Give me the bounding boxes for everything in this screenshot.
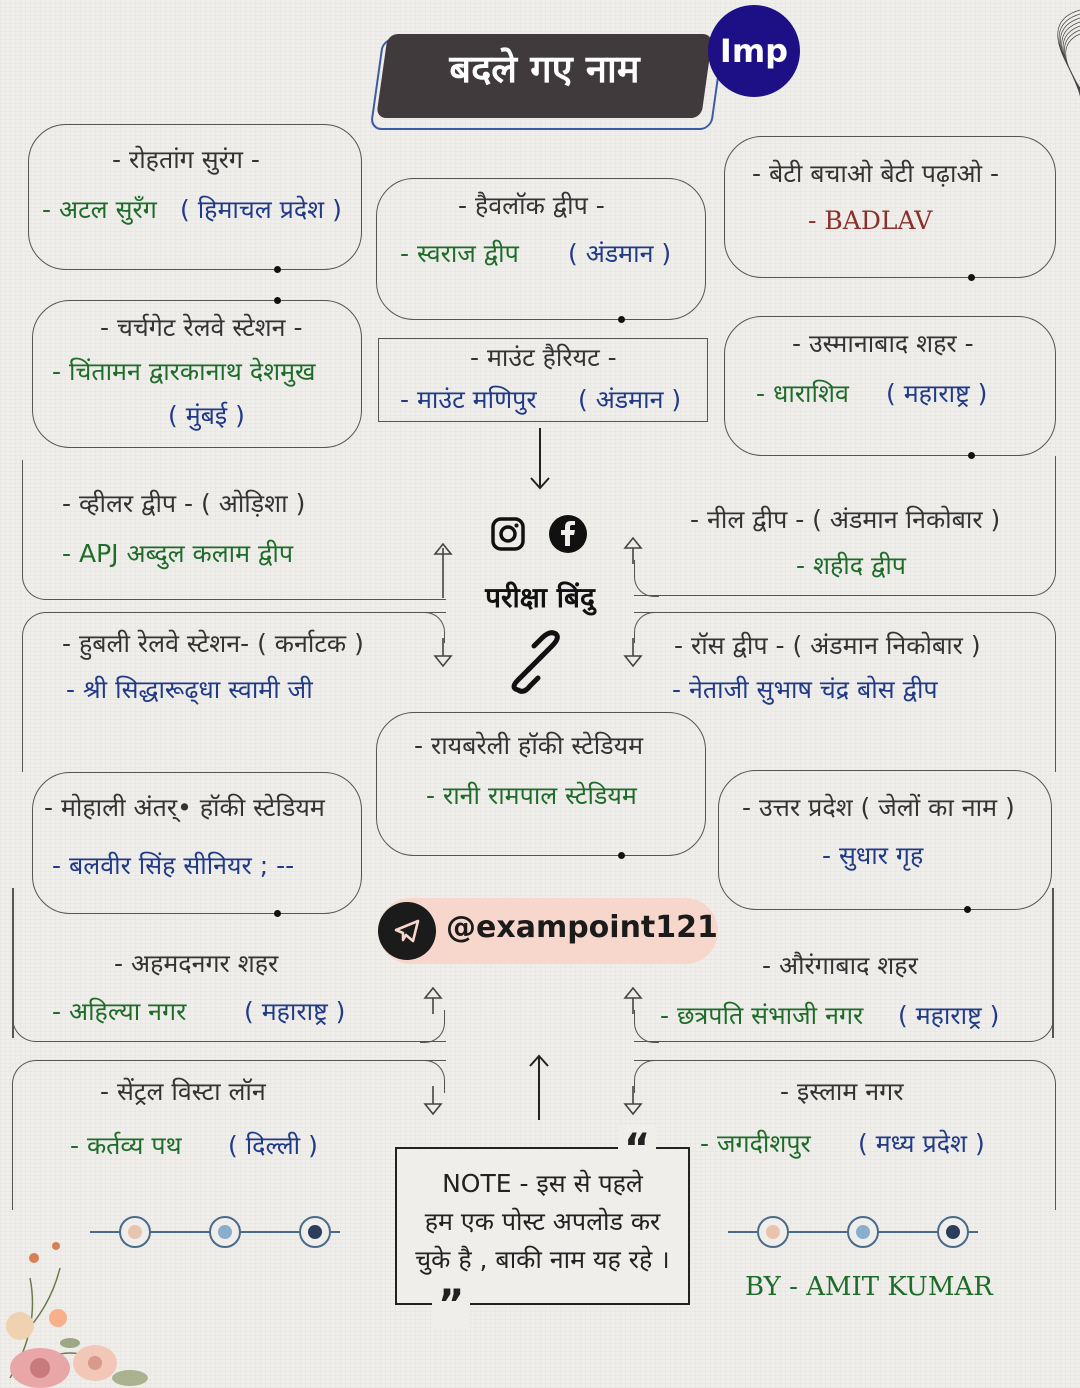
new-name-raebareli: - रानी रामपाल स्टेडियम	[426, 781, 637, 810]
progress-dots-right	[728, 1212, 978, 1252]
new-name-havelock: - स्वराज द्वीप	[400, 239, 519, 268]
down-arrow-icon	[528, 428, 552, 492]
new-name-hubli: - श्री सिद्धारूढ्धा स्वामी जी	[66, 675, 313, 704]
note-text: NOTE - इस से पहले हम एक पोस्ट अपलोड कर चुके है , बाकी नाम यह रहे ।	[415, 1169, 670, 1274]
down-arrow-icon	[620, 1086, 646, 1120]
old-name-up-jail: - उत्तर प्रदेश ( जेलों का नाम )	[742, 793, 1015, 822]
up-arrow-icon	[526, 1050, 552, 1120]
old-name-rohtang: - रोहतांग सुरंग -	[112, 145, 260, 174]
down-arrow-icon	[420, 1086, 446, 1120]
up-arrow-icon	[620, 984, 646, 1014]
down-arrow-icon	[430, 638, 456, 672]
imp-badge: Imp	[708, 5, 800, 97]
new-name-up-jail: - सुधार गृह	[822, 841, 924, 870]
new-name-neil: - शहीद द्वीप	[796, 551, 906, 580]
new-name-ross: - नेताजी सुभाष चंद्र बोस द्वीप	[672, 675, 938, 704]
new-name-central-vista: - कर्तव्य पथ	[70, 1131, 182, 1160]
corner-swirl-decoration	[985, 0, 1080, 110]
state-mount-harriet: ( अंडमान )	[578, 385, 682, 414]
old-name-hubli: - हुबली रेलवे स्टेशन- ( कर्नाटक )	[62, 629, 364, 658]
page-title: बदले गए नाम	[449, 47, 640, 91]
old-name-mount-harriet: - माउंट हैरियट -	[470, 343, 617, 372]
new-name-churchgate: - चिंतामन द्वारकानाथ देशमुख	[52, 357, 316, 386]
state-churchgate: ( मुंबई )	[168, 401, 245, 430]
state-osmanabad: ( महाराष्ट्र )	[886, 379, 988, 408]
instagram-icon[interactable]	[490, 516, 526, 552]
new-name-wheeler: - APJ अब्दुल कलाम द्वीप	[62, 539, 294, 568]
state-aurangabad: ( महाराष्ट्र )	[898, 1001, 1000, 1030]
open-quote: “	[618, 1126, 656, 1172]
new-name-ahmednagar: - अहिल्या नगर	[52, 997, 187, 1026]
state-islam-nagar: ( मध्य प्रदेश )	[858, 1129, 985, 1158]
state-central-vista: ( दिल्ली )	[228, 1131, 318, 1160]
link-icon	[500, 628, 570, 698]
new-name-mount-harriet: - माउंट मणिपुर	[400, 385, 537, 414]
state-ahmednagar: ( महाराष्ट्र )	[244, 997, 346, 1026]
old-name-mohali: - मोहाली अंतर्• हॉकी स्टेडियम	[44, 793, 325, 822]
old-name-ahmednagar: - अहमदनगर शहर	[114, 949, 279, 978]
old-name-aurangabad: - औरंगाबाद शहर	[762, 951, 918, 980]
down-arrow-icon	[620, 638, 646, 672]
close-quote: ”	[432, 1282, 470, 1328]
old-name-neil: - नील द्वीप - ( अंडमान निकोबार )	[690, 505, 1001, 534]
old-name-raebareli: - रायबरेली हॉकी स्टेडियम	[414, 731, 644, 760]
new-name-rohtang: - अटल सुरँग	[42, 195, 157, 224]
author-credit: BY - AMIT KUMAR	[745, 1272, 993, 1302]
facebook-icon[interactable]	[548, 514, 588, 554]
old-name-wheeler: - व्हीलर द्वीप - ( ओड़िशा )	[62, 489, 306, 518]
old-name-churchgate: - चर्चगेट रेलवे स्टेशन -	[100, 313, 303, 342]
old-name-ross: - रॉस द्वीप - ( अंडमान निकोबार )	[674, 631, 981, 660]
brand-name: परीक्षा बिंदु	[485, 581, 595, 614]
state-havelock: ( अंडमान )	[568, 239, 672, 268]
new-name-islam-nagar: - जगदीशपुर	[700, 1129, 811, 1158]
old-name-beti-bachao: - बेटी बचाओ बेटी पढ़ाओ -	[752, 159, 1000, 188]
new-name-beti-bachao: - BADLAV	[808, 206, 933, 235]
old-name-central-vista: - सेंट्रल विस्टा लॉन	[100, 1077, 266, 1106]
up-arrow-icon	[420, 984, 446, 1014]
new-name-osmanabad: - धाराशिव	[756, 379, 849, 408]
old-name-osmanabad: - उस्मानाबाद शहर -	[792, 329, 974, 358]
state-rohtang: ( हिमाचल प्रदेश )	[180, 195, 342, 224]
new-name-mohali: - बलवीर सिंह सीनियर ; --	[52, 851, 295, 880]
telegram-handle[interactable]: @exampoint121	[446, 910, 718, 945]
old-name-havelock: - हैवलॉक द्वीप -	[458, 191, 605, 220]
new-name-aurangabad: - छत्रपति संभाजी नगर	[660, 1001, 864, 1030]
flower-decoration	[0, 1218, 170, 1388]
up-arrow-icon	[620, 534, 646, 564]
old-name-islam-nagar: - इस्लाम नगर	[780, 1077, 904, 1106]
bracket-wheeler	[22, 460, 446, 600]
